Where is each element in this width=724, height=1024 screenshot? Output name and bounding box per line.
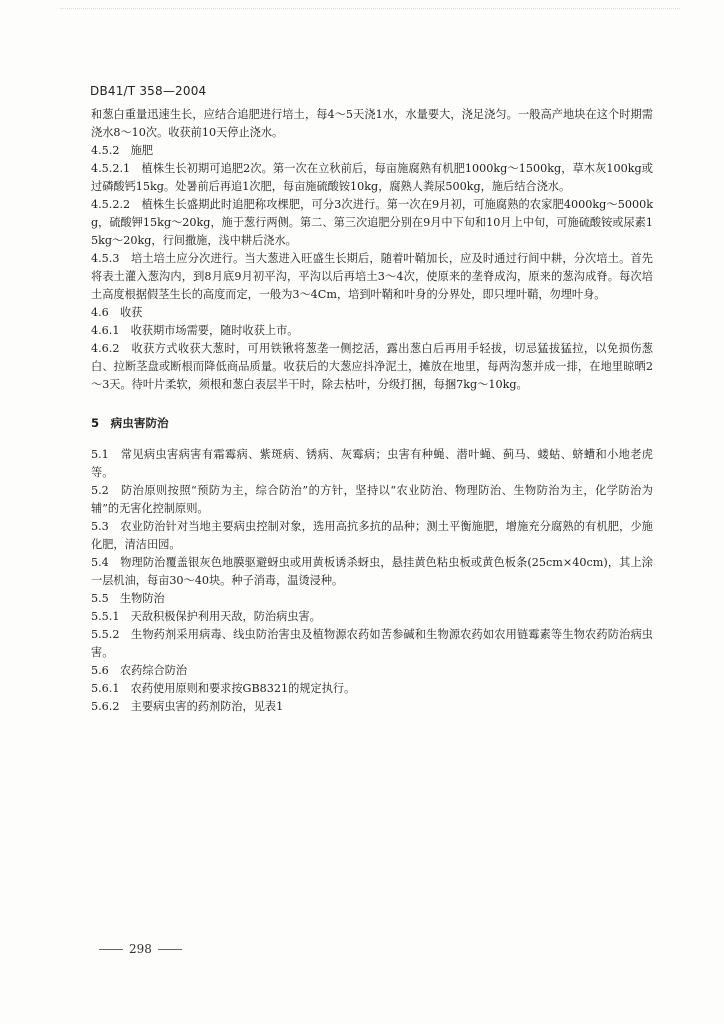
paragraph-intro: 和葱白重量迅速生长，应结合追肥进行培土，每4～5天浇1水，水量要大，浇足浇匀。一般高产地块在这个时期需浇水8～10次。收获前10天停止浇水。 <box>91 108 653 139</box>
paragraph-4-5-2-2: 4.5.2.2 植株生长盛期此时追肥称攻棵肥，可分3次进行。第一次在9月初，可施腐熟的农家肥4000kg～5000kg，硫酸钾15kg～20kg，施于葱行两侧。第二、第三次追肥分别在9月中下旬和10月上中旬，可施硫酸铵或尿素15kg～20kg，行间撒施，浅中耕后浇水。 <box>91 198 653 247</box>
section-heading-5-6: 5.6 农药综合防治 <box>91 664 188 677</box>
scan-artifact-dots <box>60 8 680 19</box>
paragraph-5-2: 5.2 防治原则按照“预防为主，综合防治”的方针，坚持以“农业防治、物理防治、生物防治为主，化学防治为辅”的无害化控制原则。 <box>91 484 653 515</box>
document-id: DB41/T 358—2004 <box>90 84 207 98</box>
paragraph-4-5-3: 4.5.3 培土培土应分次进行。当大葱进入旺盛生长期后，随着叶鞘加长，应及时通过行间中耕，分次培土。首先将表土灌入葱沟内，到8月底9月初平沟，平沟以后再培土3～4次，使原来的垄脊成沟，原来的葱沟成脊。每次培土高度根据假茎生长的高度而定，一般为3～4Cm，培到叶鞘和叶身的分界处，即只埋叶鞘，勿埋叶身。 <box>91 252 653 301</box>
section-heading-5-5: 5.5 生物防治 <box>91 592 165 605</box>
page-number: 298 <box>129 942 152 956</box>
document-body <box>91 106 653 716</box>
paragraph-5-5-2: 5.5.2 生物药剂采用病毒、线虫防治害虫及植物源农药如苦参碱和生物源农药如农用链霉素等生物农药防治病虫害。 <box>91 628 653 659</box>
paragraph-4-5-2-1: 4.5.2.1 植株生长初期可追肥2次。第一次在立秋前后，每亩施腐熟有机肥1000kg～1500kg，草木灰100kg或过磷酸钙15kg。处暑前后再追1次肥，每亩施硫酸铵10kg，腐熟人粪尿500kg，施后结合浇水。 <box>91 162 653 193</box>
paragraph-5-6-2: 5.6.2 主要病虫害的药剂防治，见表1 <box>91 700 284 713</box>
section-heading-4-5-2: 4.5.2 施肥 <box>91 144 154 157</box>
paragraph-5-5-1: 5.5.1 天敌积极保护利用天敌，防治病虫害。 <box>91 610 321 623</box>
paragraph-5-1: 5.1 常见病虫害病害有霜霉病、紫斑病、锈病、灰霉病；虫害有种蝇、潜叶蝇、蓟马、蝼蛄、蛴螬和小地老虎等。 <box>91 448 653 479</box>
page-number-footer <box>93 942 188 956</box>
paragraph-4-6-1: 4.6.1 收获期市场需要，随时收获上市。 <box>91 324 299 337</box>
footer-dash-left <box>99 949 123 950</box>
paragraph-4-6-2: 4.6.2 收获方式收获大葱时，可用铁锹将葱垄一侧挖活，露出葱白后再用手轻拔，切忌猛拔猛拉，以免损伤葱白、拉断茎盘或断根而降低商品质量。收获后的大葱应抖净泥土，摊放在地里，每两沟葱并成一排，在地里晾晒2～3天。待叶片柔软，须根和葱白表层半干时，除去枯叶，分级打捆，每捆7kg～10kg。 <box>91 342 653 391</box>
paragraph-5-6-1: 5.6.1 农药使用原则和要求按GB8321的规定执行。 <box>91 682 356 695</box>
footer-dash-right <box>158 949 182 950</box>
paragraph-5-3: 5.3 农业防治针对当地主要病虫控制对象，选用高抗多抗的品种；测土平衡施肥，增施充分腐熟的有机肥，少施化肥，清洁田园。 <box>91 520 653 551</box>
section-heading-4-6: 4.6 收获 <box>91 306 143 319</box>
paragraph-5-4: 5.4 物理防治覆盖银灰色地膜驱避蚜虫或用黄板诱杀蚜虫，悬挂黄色粘虫板或黄色板条(25cm×40cm)，其上涂一层机油，每亩30～40块。种子消毒，温烫浸种。 <box>91 556 653 587</box>
section-heading-5: 5 病虫害防治 <box>91 416 169 430</box>
